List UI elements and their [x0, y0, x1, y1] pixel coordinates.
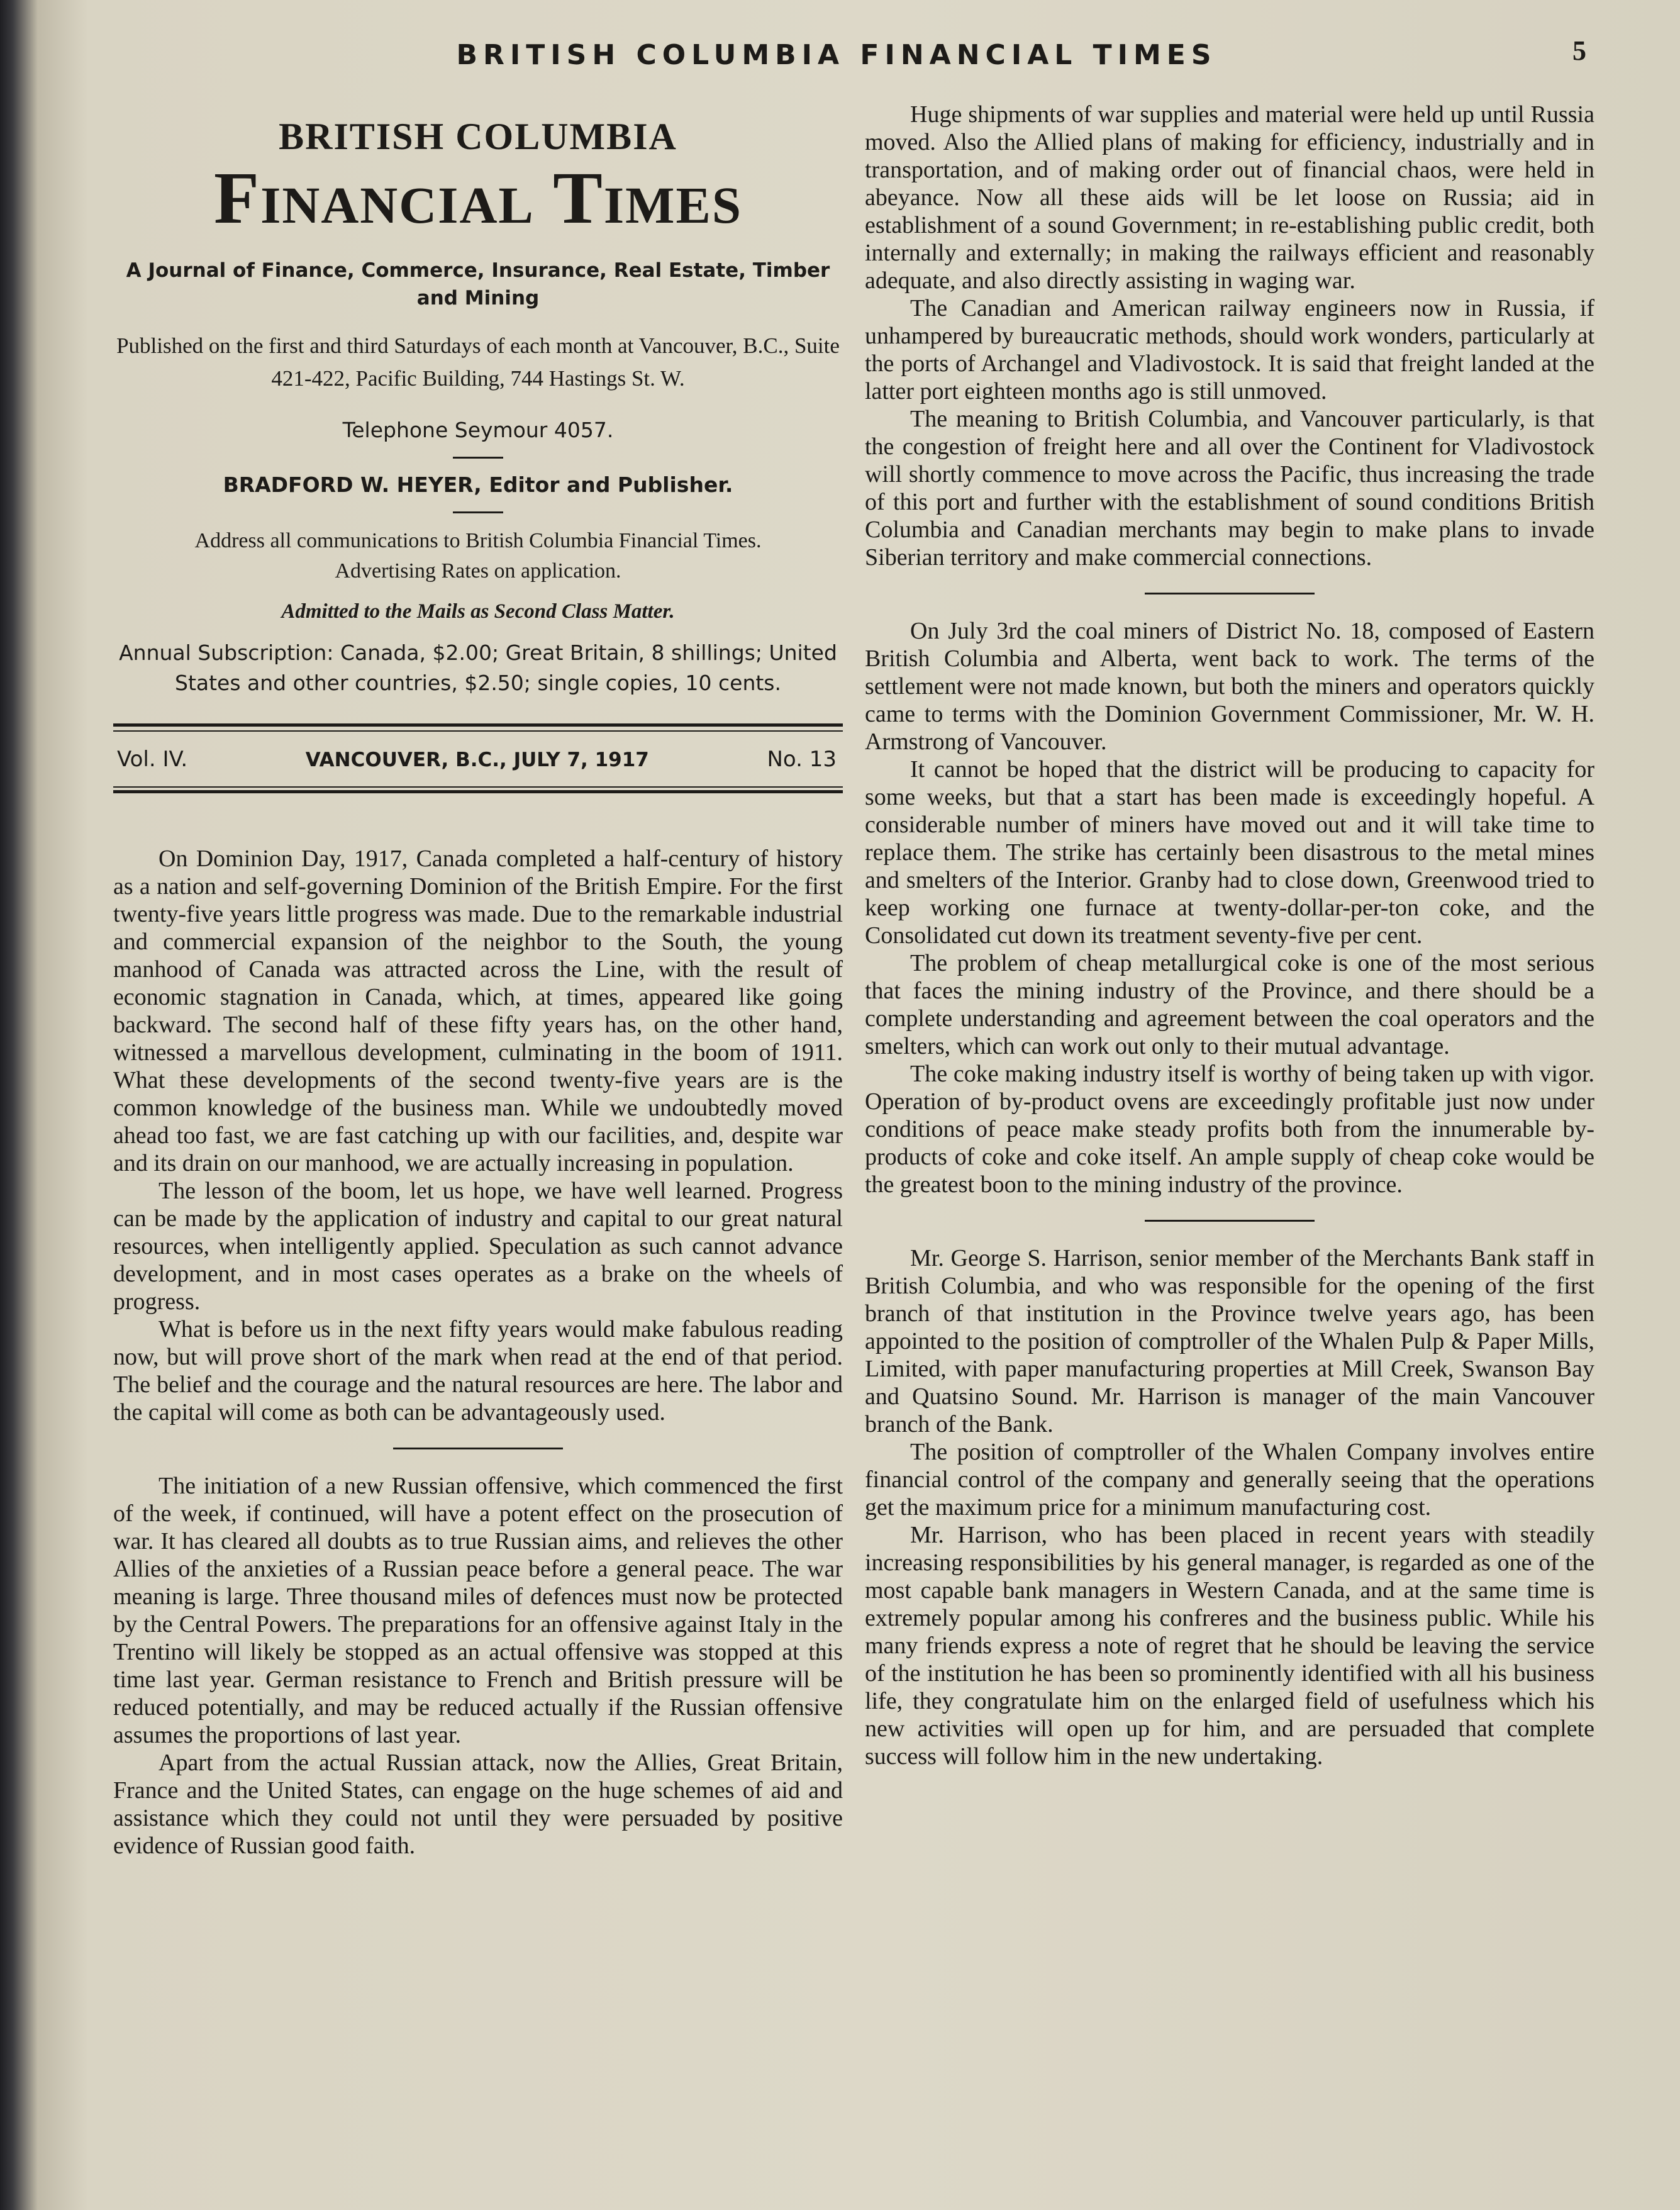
telephone-info: Telephone Seymour 4057.: [342, 418, 614, 442]
mail-class-notice: Admitted to the Mails as Second Class Matter.: [281, 600, 675, 623]
article-divider: [1145, 593, 1315, 594]
subscription-rates: Annual Subscription: Canada, $2.00; Great Britain, 8 shillings; United States and other countries, $2.50; single copies, 10 cents.: [119, 640, 837, 695]
russian-offensive-continued: [865, 101, 1594, 571]
paragraph: Mr. George S. Harrison, senior member of the Merchants Bank staff in British Columbia, and who was responsible for the opening of the first branch of that institution in the Province twelve years ago, has been appointed to the position of comptroller of the Whalen Pulp & Paper Mills, Limited, with paper manufacturing properties at Mill Creek, Swanson Bay and Quatsino Sound. Mr. Harrison is manager of the main Vancouver branch of the Bank.: [865, 1245, 1594, 1437]
paragraph: The coke making industry itself is worthy of being taken up with vigor. Operation of by-product ovens are exceedingly profitable just now under conditions of peace make steady profits both from the innumerable by-products of coke and coke itself. An ample supply of cheap coke would be the greatest boon to the mining industry of the province.: [865, 1061, 1594, 1198]
masthead-title-large: Financial Times: [214, 157, 742, 239]
paragraph: The position of comptroller of the Whalen Company involves entire financial control of the company and generally seeing that the operations get the maximum price for a minimum manufacturing cost.: [865, 1439, 1594, 1521]
right-column: [865, 101, 1594, 1770]
left-column: [113, 101, 843, 1860]
address-notice: Address all communications to British Columbia Financial Times.: [194, 529, 762, 552]
editor-credit: BRADFORD W. HEYER, Editor and Publisher.: [223, 472, 733, 497]
paragraph: The initiation of a new Russian offensive, which commenced the first of the week, if continued, will have a potent effect on the prosecution of war. It has cleared all doubts as to true Russian aims, and relieves the other Allies of the anxieties of a Russian peace before a general peace. The war meaning is large. Three thousand miles of defences must now be protected by the Central Powers. The preparations for an offensive against Italy in the Trentino will likely be stopped as an actual offensive was stopped at this time last year. German resistance to French and British pressure will be reduced potentially, and may be reduced actually if the Russian offensive assumes the proportions of last year.: [113, 1473, 843, 1748]
paragraph: The meaning to British Columbia, and Vancouver particularly, is that the congestion of freight here and all over the Continent for Vladivostock will shortly commence to move across the Pacific, thus increasing the trade of this port and further with the establishment of sound conditions British Columbia and Canadian merchants may begin to make plans to invade Siberian territory and make commercial connections.: [865, 406, 1594, 571]
issue-number: No. 13: [767, 747, 837, 772]
volume-label: Vol. IV.: [117, 747, 188, 772]
page-number: 5: [1572, 35, 1586, 66]
russian-offensive-article: [113, 1472, 843, 1860]
paragraph: On Dominion Day, 1917, Canada completed a half-century of history as a nation and self-governing Dominion of the British Empire. For the first twenty-five years little progress was made. Due to the remarkable industrial and commercial expansion of the neighbor to the South, the young manhood of Canada was attracted across the Line, with the result of economic stagnation in Canada, which, at times, appeared like going backward. The second half of these fifty years has, on the other hand, witnessed a marvellous development, culminating in the boom of 1911. What these developments of the second twenty-five years are is the common knowledge of the business man. While we undoubtedly moved ahead too fast, we are fast catching up with our facilities, and, despite war and its drain on our manhood, we are actually increasing in population.: [113, 845, 843, 1176]
journal-description: A Journal of Finance, Commerce, Insurance, Real Estate, Timber and Mining: [126, 259, 830, 310]
rule: [113, 790, 843, 793]
paragraph: It cannot be hoped that the district will be producing to capacity for some weeks, but that a start has been made is exceedingly hopeful. A considerable number of miners have moved out and it will take time to replace them. The strike has certainly been disastrous to the metal mines and smelters of the Interior. Granby had to close down, Greenwood tried to keep working one furnace at twenty-dollar-per-ton coke, and the Consolidated cut down its treatment seventy-five per cent.: [865, 756, 1594, 949]
dateline: [113, 732, 843, 783]
rule: [113, 723, 843, 727]
publication-info: Published on the first and third Saturdays of each month at Vancouver, B.C., Suite 421-422, Pacific Building, 744 Hastings St. W.: [116, 333, 840, 391]
running-head: BRITISH COLUMBIA FINANCIAL TIMES: [456, 39, 1217, 71]
harrison-article: [865, 1244, 1594, 1770]
article-divider: [1145, 1220, 1315, 1222]
article-divider: [393, 1448, 563, 1449]
paragraph: Mr. Harrison, who has been placed in recent years with steadily increasing responsibilities by his general manager, is regarded as one of the most capable bank managers in Western Canada, and at the same time is extremely popular among his confreres and the business public. While his many friends express a note of regret that he should be leaving the service of the institution he has been so prominently identified with all his business life, they congratulate him on the enlarged field of usefulness which his new activities will open up for him, and are persuaded that complete success will follow him in the new undertaking.: [865, 1522, 1594, 1770]
paragraph: The problem of cheap metallurgical coke is one of the most serious that faces the mining industry of the Province, and there should be a complete understanding and agreement between the coal operators and the smelters, which can work out only to their mutual advantage.: [865, 950, 1594, 1059]
rule: [113, 786, 843, 788]
place-date: VANCOUVER, B.C., JULY 7, 1917: [305, 749, 649, 771]
masthead-title-small: BRITISH COLUMBIA: [279, 116, 677, 157]
paragraph: The lesson of the boom, let us hope, we have well learned. Progress can be made by the application of industry and capital to our great natural resources, when intelligently applied. Speculation as such cannot advance development, and in most cases operates as a brake on the wheels of progress.: [113, 1178, 843, 1315]
paragraph: Huge shipments of war supplies and material were held up until Russia moved. Also the Allied plans of making for efficiency, industrially and in transportation, and of making order out of financial chaos, were held in abeyance. Now all these aids will be let loose on Russia; aid in establishment of a sound Government; in re-establishing public credit, both internally and externally; in making the railways efficient and reasonably adequate, and also directly assisting in waging war.: [865, 101, 1594, 294]
divider: [453, 457, 503, 459]
paragraph: The Canadian and American railway engineers now in Russia, if unhampered by bureaucratic methods, should work wonders, particularly at the ports of Archangel and Vladivostock. It is said that freight landed at the latter port eighteen months ago is still unmoved.: [865, 295, 1594, 405]
dominion-day-article: [113, 845, 843, 1426]
paragraph: On July 3rd the coal miners of District No. 18, composed of Eastern British Columbia and Alberta, went back to work. The terms of the settlement were not made known, but both the miners and operators quickly came to terms with the Dominion Government Commissioner, Mr. W. H. Armstrong of Vancouver.: [865, 618, 1594, 755]
divider: [453, 511, 503, 513]
paragraph: Apart from the actual Russian attack, now the Allies, Great Britain, France and the United States, can engage on the huge schemes of aid and assistance which they could not until they were persuaded by positive evidence of Russian good faith.: [113, 1750, 843, 1859]
paragraph: What is before us in the next fifty years would make fabulous reading now, but will prove short of the mark when read at the end of that period. The belief and the courage and the natural resources are here. The labor and the capital will come as both can be advantageously used.: [113, 1316, 843, 1426]
advertising-notice: Advertising Rates on application.: [335, 559, 621, 583]
coal-miners-article: [865, 617, 1594, 1198]
